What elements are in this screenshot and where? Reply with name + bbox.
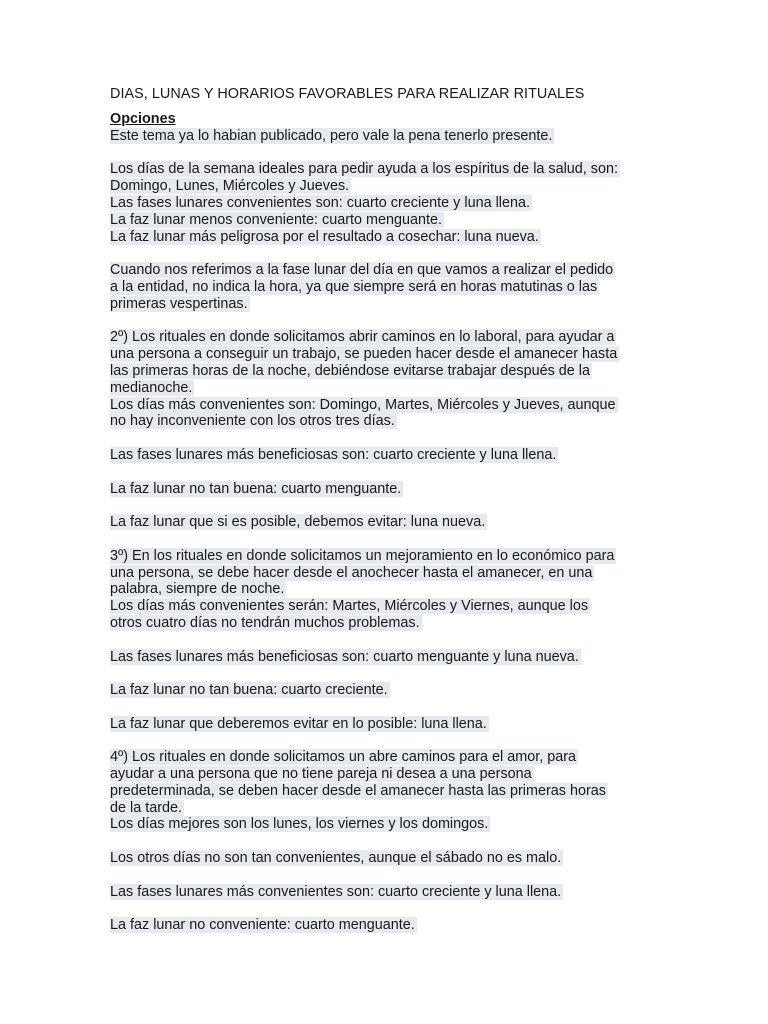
paragraph [110,128,670,145]
text-line [110,363,670,380]
highlighted-text: predeterminada, se deben hacer desde el amanecer hasta las primeras horas [110,782,606,799]
paragraph [110,850,670,867]
text-line [110,329,670,346]
highlighted-text: de la tarde. [110,799,183,816]
highlighted-text: La faz lunar que deberemos evitar en lo posible: luna llena. [110,715,487,732]
highlighted-text: La faz lunar no tan buena: cuarto creciente. [110,682,388,699]
text-line [110,128,670,145]
text-line [110,195,670,212]
paragraph [110,481,670,498]
highlighted-text: no hay inconveniente con los otros tres días. [110,413,395,430]
paragraph [110,682,670,699]
text-line [110,749,670,766]
text-line [110,178,670,195]
paragraph [110,447,670,464]
highlighted-text: 2º) Los rituales en donde solicitamos abrir caminos en lo laboral, para ayudar a [110,329,615,346]
document-body [110,86,670,951]
text-line [110,850,670,867]
highlighted-text: una persona a conseguir un trabajo, se pueden hacer desde el amanecer hasta [110,346,618,363]
paragraph [110,649,670,666]
text-line [110,816,670,833]
highlighted-text: La faz lunar no conveniente: cuarto menguante. [110,917,415,934]
paragraph [110,749,670,833]
text-line [110,161,670,178]
highlighted-text: Domingo, Lunes, Miércoles y Jueves. [110,178,350,195]
highlighted-text: Las fases lunares más beneficiosas son: cuarto creciente y luna llena. [110,446,557,463]
text-line [110,447,670,464]
text-line [110,581,670,598]
text-line [110,380,670,397]
paragraph [110,884,670,901]
text-line [110,800,670,817]
highlighted-text: las primeras horas de la noche, debiéndose evitarse trabajar después de la [110,362,590,379]
highlighted-text: Los días más convenientes serán: Martes, Miércoles y Viernes, aunque los [110,598,589,615]
text-line [110,565,670,582]
highlighted-text: ayudar a una persona que no tiene pareja ni desea a una persona [110,766,532,783]
text-line [110,598,670,615]
text-line [110,397,670,414]
highlighted-text: Los días mejores son los lunes, los viernes y los domingos. [110,816,489,833]
highlighted-text: Las fases lunares convenientes son: cuarto creciente y luna llena. [110,194,530,211]
text-line [110,548,670,565]
paragraph-list [110,128,670,934]
text-line [110,262,670,279]
paragraph [110,161,670,245]
highlighted-text: otros cuatro días no tendrán muchos problemas. [110,614,420,631]
highlighted-text: Las fases lunares más convenientes son: cuarto creciente y luna llena. [110,883,562,900]
text-line [110,649,670,666]
paragraph [110,514,670,531]
text-line [110,716,670,733]
paragraph [110,917,670,934]
highlighted-text: Los otros días no son tan convenientes, aunque el sábado no es malo. [110,850,562,867]
text-line [110,917,670,934]
text-line [110,514,670,531]
highlighted-text: palabra, siempre de noche. [110,581,285,598]
highlighted-text: una persona, se debe hacer desde el anochecer hasta el amanecer, en una [110,564,593,581]
highlighted-text: Cuando nos referimos a la fase lunar del día en que vamos a realizar el pedido [110,262,614,279]
highlighted-text: 4º) Los rituales en donde solicitamos un abre caminos para el amor, para [110,749,577,766]
highlighted-text: La faz lunar menos conveniente: cuarto menguante. [110,211,442,228]
text-line [110,615,670,632]
highlighted-text: 3º) En los rituales en donde solicitamos un mejoramiento en lo económico para [110,547,615,564]
text-line [110,296,670,313]
paragraph [110,548,670,632]
highlighted-text: medianoche. [110,379,193,396]
text-line [110,279,670,296]
text-line [110,212,670,229]
highlighted-text: La faz lunar más peligrosa por el resultado a cosechar: luna nueva. [110,228,539,245]
paragraph [110,262,670,312]
highlighted-text: Los días más convenientes son: Domingo, Martes, Miércoles y Jueves, aunque [110,396,616,413]
highlighted-text: Este tema ya lo habian publicado, pero vale la pena tenerlo presente. [110,127,553,144]
text-line [110,346,670,363]
highlighted-text: a la entidad, no indica la hora, ya que siempre será en horas matutinas o las [110,278,598,295]
highlighted-text: primeras vespertinas. [110,295,248,312]
highlighted-text: Las fases lunares más beneficiosas son: cuarto menguante y luna nueva. [110,648,579,665]
text-line [110,481,670,498]
document-title: DIAS, LUNAS Y HORARIOS FAVORABLES PARA REALIZAR RITUALES [110,86,585,102]
text-line [110,766,670,783]
highlighted-text: Los días de la semana ideales para pedir ayuda a los espíritus de la salud, son: [110,161,618,178]
text-line [110,682,670,699]
text-line [110,413,670,430]
text-line [110,229,670,246]
options-heading: Opciones [110,111,176,127]
highlighted-text: La faz lunar no tan buena: cuarto menguante. [110,480,402,497]
text-line [110,783,670,800]
text-line [110,884,670,901]
paragraph [110,716,670,733]
highlighted-text: La faz lunar que si es posible, debemos evitar: luna nueva. [110,514,486,531]
paragraph [110,329,670,430]
